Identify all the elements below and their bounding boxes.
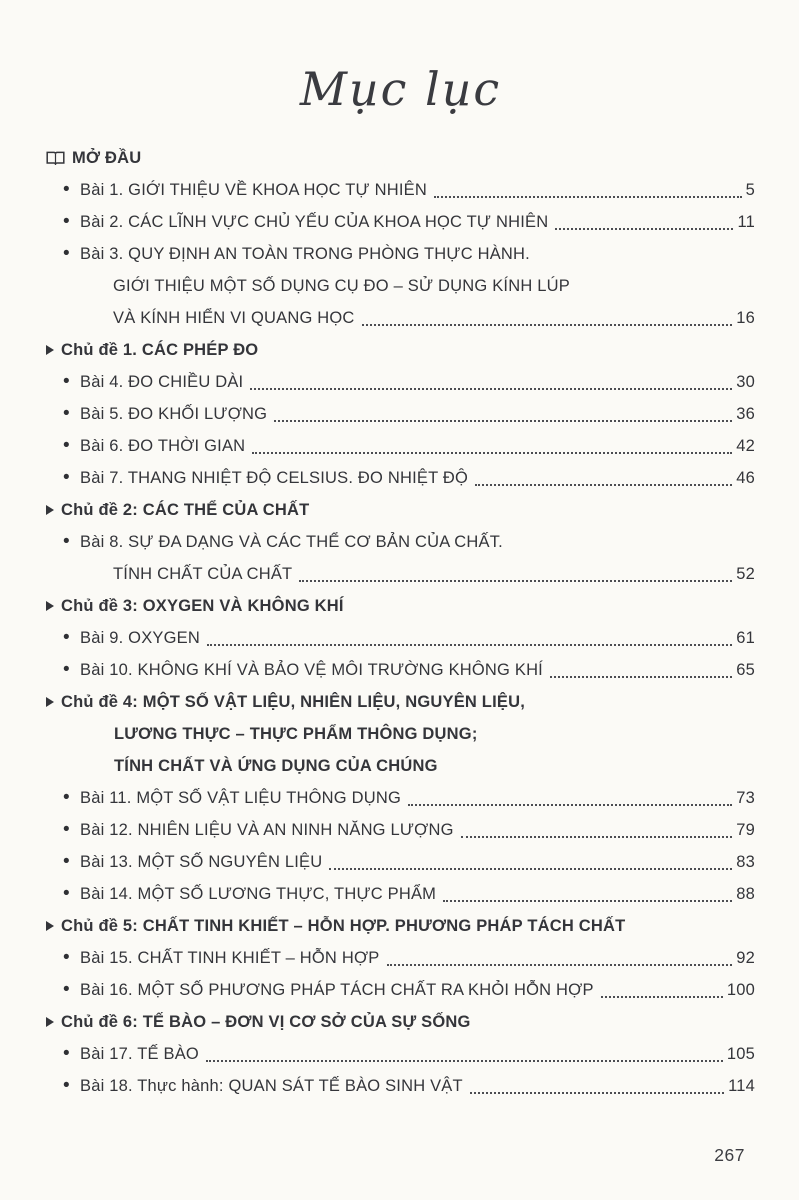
toc-section [46, 142, 755, 334]
toc-item-line [46, 270, 755, 302]
section-header-line [46, 750, 755, 782]
bullet-icon: • [63, 1043, 70, 1064]
page-title: Mục lục [299, 62, 502, 116]
toc-item-line [46, 430, 755, 462]
item-page-number: 11 [737, 213, 755, 231]
item-title: Bài 10. KHÔNG KHÍ VÀ BẢO VỆ MÔI TRƯỜNG KHÔNG KHÍ [80, 661, 543, 679]
item-title: Bài 1. GIỚI THIỆU VỀ KHOA HỌC TỰ NHIÊN [80, 181, 427, 199]
item-page-number: 65 [736, 661, 755, 679]
dot-leader [461, 814, 733, 838]
item-page-number: 73 [736, 789, 755, 807]
dot-leader [550, 654, 732, 678]
item-title: Bài 8. SỰ ĐA DẠNG VÀ CÁC THỂ CƠ BẢN CỦA CHẤT. [80, 533, 503, 551]
dot-leader [207, 622, 732, 646]
triangle-glyph [46, 601, 54, 611]
bullet-icon: • [63, 243, 70, 264]
toc-item-line [46, 814, 755, 846]
triangle-icon [46, 686, 54, 718]
triangle-icon [46, 334, 54, 366]
item-title: Bài 7. THANG NHIỆT ĐỘ CELSIUS. ĐO NHIỆT ĐỘ [80, 469, 468, 487]
dot-leader [362, 302, 733, 326]
item-title: Bài 6. ĐO THỜI GIAN [80, 437, 246, 455]
section-header-line [46, 910, 755, 942]
toc-item-line [46, 942, 755, 974]
dot-leader [252, 430, 732, 454]
section-title: Chủ đề 1. CÁC PHÉP ĐO [61, 341, 259, 359]
item-page-number: 114 [728, 1077, 755, 1095]
bullet-icon: • [63, 947, 70, 968]
item-title: Bài 9. OXYGEN [80, 629, 200, 647]
folio-page-number: 267 [714, 1145, 745, 1165]
bullet-icon: • [63, 1075, 70, 1096]
item-title: Bài 14. MỘT SỐ LƯƠNG THỰC, THỰC PHẨM [80, 885, 437, 903]
toc-item-line [46, 622, 755, 654]
item-title: Bài 18. Thực hành: QUAN SÁT TẾ BÀO SINH VẬT [80, 1077, 463, 1095]
triangle-glyph [46, 921, 54, 931]
dot-leader [299, 558, 732, 582]
section-header-line [46, 334, 755, 366]
bullet-icon: • [63, 627, 70, 648]
bullet-icon: • [63, 883, 70, 904]
item-page-number: 16 [736, 309, 755, 327]
section-title: LƯƠNG THỰC – THỰC PHẨM THÔNG DỤNG; [114, 725, 478, 743]
section-title: Chủ đề 2: CÁC THỂ CỦA CHẤT [61, 501, 310, 519]
dot-leader [408, 782, 732, 806]
item-page-number: 42 [736, 437, 755, 455]
bullet-icon: • [63, 435, 70, 456]
bullet-icon: • [63, 787, 70, 808]
dot-leader [250, 366, 732, 390]
bullet-icon: • [63, 403, 70, 424]
toc-section [46, 494, 755, 590]
item-page-number: 88 [736, 885, 755, 903]
item-page-number: 83 [736, 853, 755, 871]
toc-item-line [46, 398, 755, 430]
section-header-line [46, 1006, 755, 1038]
toc-section [46, 1006, 755, 1102]
section-header-line [46, 686, 755, 718]
section-title: MỞ ĐẦU [72, 149, 142, 167]
toc-item-line [46, 846, 755, 878]
triangle-glyph [46, 1017, 54, 1027]
toc-item-line [46, 302, 755, 334]
item-page-number: 30 [736, 373, 755, 391]
toc-item-line [46, 974, 755, 1006]
dot-leader [601, 974, 723, 998]
toc-item-line [46, 206, 755, 238]
item-page-number: 92 [736, 949, 755, 967]
triangle-glyph [46, 697, 54, 707]
item-page-number: 46 [736, 469, 755, 487]
toc-item-line [46, 878, 755, 910]
item-title: Bài 16. MỘT SỐ PHƯƠNG PHÁP TÁCH CHẤT RA KHỎI HỖN HỢP [80, 981, 594, 999]
triangle-icon [46, 590, 54, 622]
section-header-line [46, 718, 755, 750]
dot-leader [555, 206, 733, 230]
toc-section [46, 686, 755, 910]
item-title: Bài 15. CHẤT TINH KHIẾT – HỖN HỢP [80, 949, 380, 967]
item-page-number: 61 [736, 629, 755, 647]
section-header-line [46, 590, 755, 622]
triangle-icon [46, 494, 54, 526]
dot-leader [475, 462, 732, 486]
toc-item-line [46, 1070, 755, 1102]
bullet-icon: • [63, 851, 70, 872]
triangle-glyph [46, 505, 54, 515]
bullet-icon: • [63, 179, 70, 200]
item-title: VÀ KÍNH HIỂN VI QUANG HỌC [113, 309, 355, 327]
section-header-line [46, 142, 755, 174]
dot-leader [329, 846, 732, 870]
toc-item-line [46, 526, 755, 558]
dot-leader [443, 878, 732, 902]
triangle-icon [46, 910, 54, 942]
toc-item-line [46, 654, 755, 686]
item-title: Bài 13. MỘT SỐ NGUYÊN LIỆU [80, 853, 323, 871]
item-title: Bài 3. QUY ĐỊNH AN TOÀN TRONG PHÒNG THỰC HÀNH. [80, 245, 530, 263]
toc-item-line [46, 558, 755, 590]
triangle-icon [46, 1006, 54, 1038]
bullet-icon: • [63, 979, 70, 1000]
dot-leader [387, 942, 733, 966]
bullet-icon: • [63, 819, 70, 840]
item-title: Bài 12. NHIÊN LIỆU VÀ AN NINH NĂNG LƯỢNG [80, 821, 454, 839]
item-title: Bài 17. TẾ BÀO [80, 1045, 199, 1063]
item-title: TÍNH CHẤT CỦA CHẤT [113, 565, 293, 583]
toc-section [46, 334, 755, 494]
item-title: Bài 2. CÁC LĨNH VỰC CHỦ YẾU CỦA KHOA HỌC TỰ NHIÊN [80, 213, 549, 231]
toc-section [46, 590, 755, 686]
section-title: Chủ đề 6: TẾ BÀO – ĐƠN VỊ CƠ SỞ CỦA SỰ SỐNG [61, 1013, 471, 1031]
toc-item-line [46, 1038, 755, 1070]
bullet-icon: • [63, 371, 70, 392]
item-title: GIỚI THIỆU MỘT SỐ DỤNG CỤ ĐO – SỬ DỤNG KÍNH LÚP [113, 277, 570, 295]
item-page-number: 100 [726, 981, 755, 999]
item-page-number: 105 [726, 1045, 755, 1063]
toc-item-line [46, 238, 755, 270]
dot-leader [206, 1038, 723, 1062]
bullet-icon: • [63, 211, 70, 232]
section-title: Chủ đề 4: MỘT SỐ VẬT LIỆU, NHIÊN LIỆU, NGUYÊN LIỆU, [61, 693, 525, 711]
toc-item-line [46, 782, 755, 814]
item-title: Bài 11. MỘT SỐ VẬT LIỆU THÔNG DỤNG [80, 789, 401, 807]
item-page-number: 36 [736, 405, 755, 423]
triangle-glyph [46, 345, 54, 355]
toc [46, 142, 755, 1102]
item-page-number: 52 [736, 565, 755, 583]
section-title: TÍNH CHẤT VÀ ỨNG DỤNG CỦA CHÚNG [114, 757, 438, 775]
item-title: Bài 4. ĐO CHIỀU DÀI [80, 373, 244, 391]
bullet-icon: • [63, 659, 70, 680]
dot-leader [434, 174, 742, 198]
book-icon [46, 142, 65, 174]
toc-item-line [46, 462, 755, 494]
item-page-number: 5 [745, 181, 755, 199]
dot-leader [274, 398, 732, 422]
item-title: Bài 5. ĐO KHỐI LƯỢNG [80, 405, 268, 423]
section-title: Chủ đề 5: CHẤT TINH KHIẾT – HỖN HỢP. PHƯƠNG PHÁP TÁCH CHẤT [61, 917, 626, 935]
toc-item-line [46, 174, 755, 206]
toc-section [46, 910, 755, 1006]
section-title: Chủ đề 3: OXYGEN VÀ KHÔNG KHÍ [61, 597, 344, 615]
bullet-icon: • [63, 467, 70, 488]
section-header-line [46, 494, 755, 526]
item-page-number: 79 [736, 821, 755, 839]
bullet-icon: • [63, 531, 70, 552]
dot-leader [470, 1070, 724, 1094]
toc-item-line [46, 366, 755, 398]
